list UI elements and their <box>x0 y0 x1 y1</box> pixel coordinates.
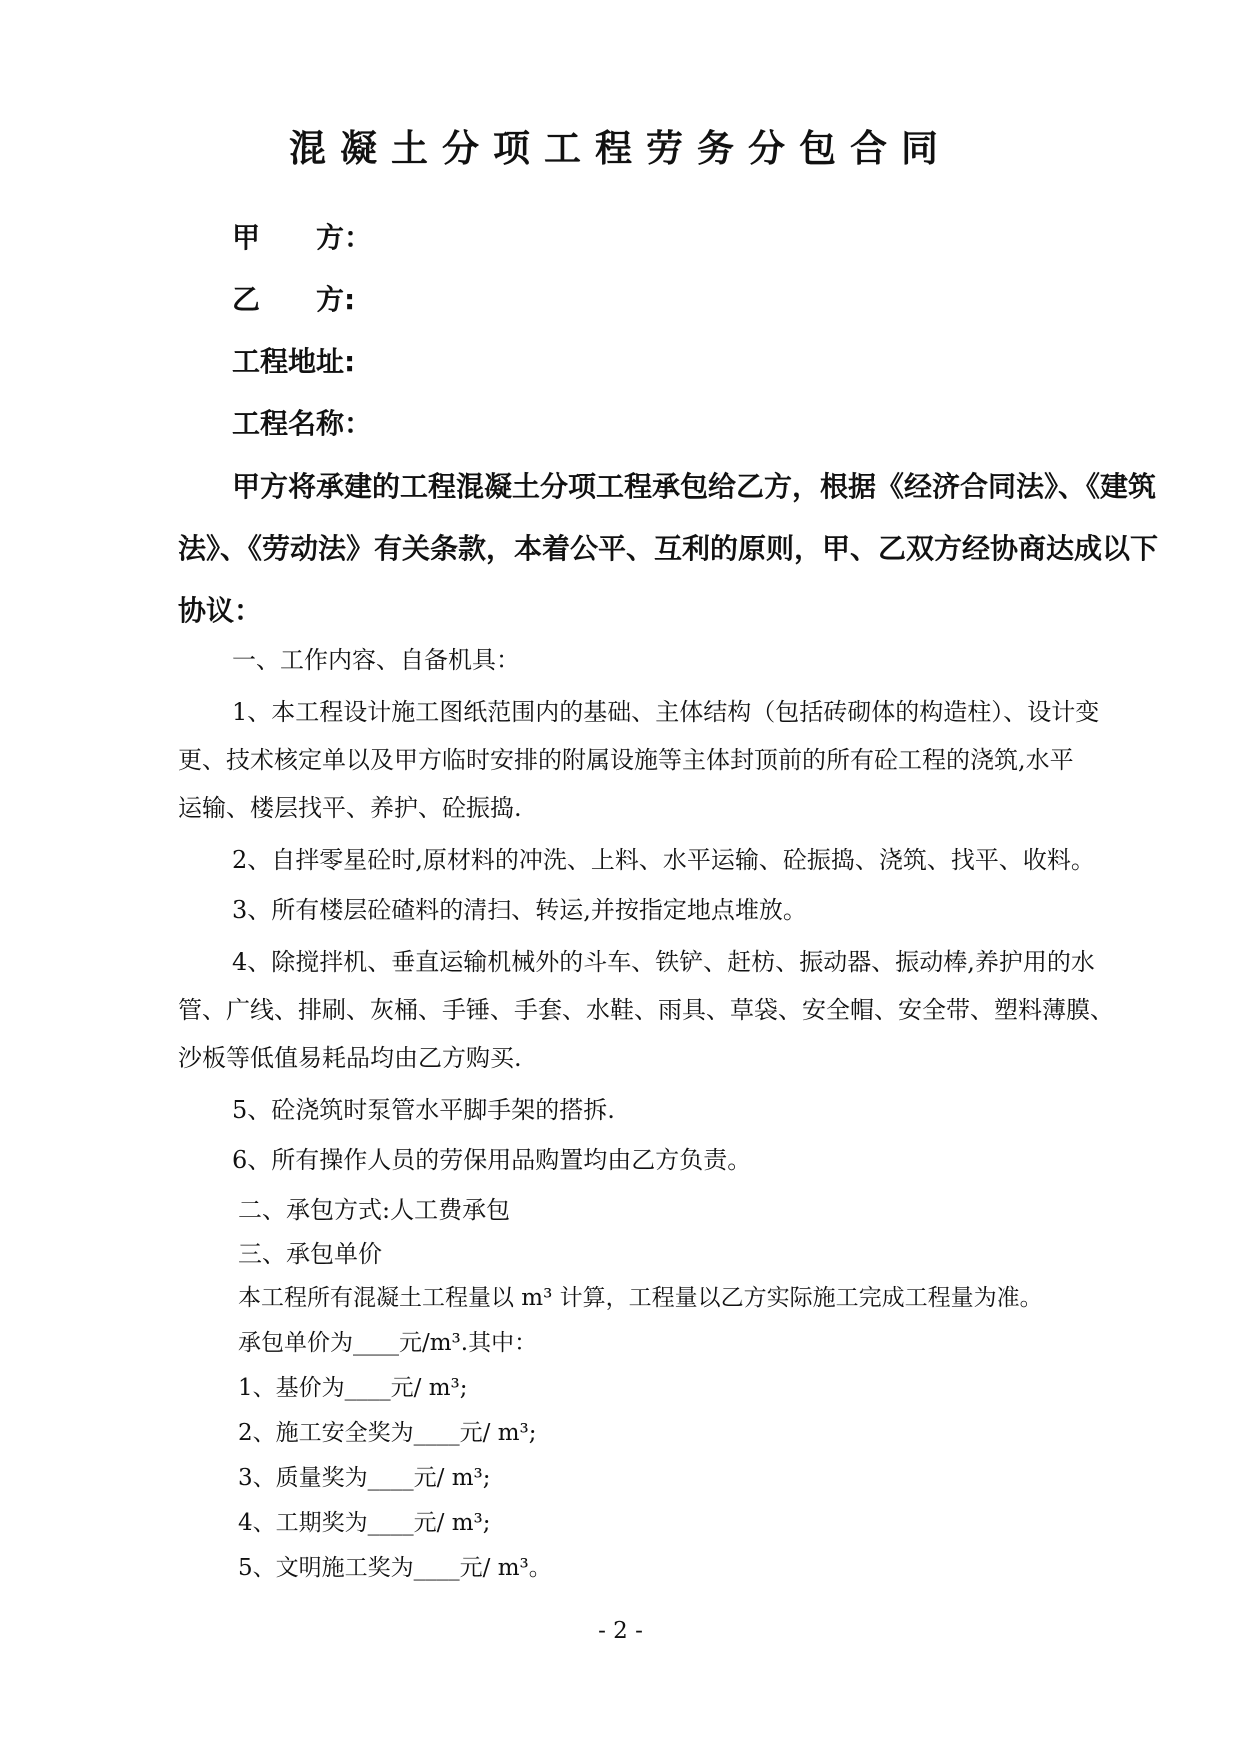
section-1-item-1-line-1: 1、本工程设计施工图纸范围内的基础、主体结构（包括砖砌体的构造柱）、设计变 <box>232 698 1100 726</box>
section-3-item-4: 4、工期奖为____元/ m³; <box>238 1510 491 1536</box>
section-3-line-1: 本工程所有混凝土工程量以 m³ 计算，工程量以乙方实际施工完成工程量为准。 <box>238 1285 1043 1311</box>
page-number: - 2 - <box>598 1618 643 1644</box>
section-3-line-2: 承包单价为____元/m³.其中： <box>238 1330 538 1356</box>
project-name-label: 工程名称： <box>232 407 373 440</box>
section-3-item-5: 5、文明施工奖为____元/ m³。 <box>238 1555 552 1581</box>
section-3-item-1: 1、基价为____元/ m³; <box>238 1375 468 1401</box>
party-b-label: 乙 方: <box>232 283 356 316</box>
section-1-item-4-line-2: 管、广线、排刷、灰桶、手锤、手套、水鞋、雨具、草袋、安全帽、安全带、塑料薄膜、 <box>178 996 1114 1024</box>
section-1-item-4-line-3: 沙板等低值易耗品均由乙方购买. <box>178 1044 522 1072</box>
section-1-item-1-line-3: 运输、楼层找平、养护、砼振捣. <box>178 794 522 822</box>
section-3-heading: 三、承包单价 <box>238 1240 382 1268</box>
intro-line-2: 法》、《劳动法》有关条款，本着公平、互利的原则，甲、乙双方经协商达成以下 <box>178 532 1159 565</box>
party-a-label: 甲 方： <box>232 221 373 254</box>
intro-line-3: 协议： <box>178 594 263 627</box>
section-2-value: 人工费承包 <box>390 1196 511 1224</box>
document-title: 混凝土分项工程劳务分包合同 <box>289 127 952 170</box>
section-3-item-2: 2、施工安全奖为____元/ m³; <box>238 1420 537 1446</box>
section-1-item-5: 5、砼浇筑时泵管水平脚手架的搭拆. <box>232 1096 615 1124</box>
section-1-item-2: 2、自拌零星砼时,原材料的冲洗、上料、水平运输、砼振捣、浇筑、找平、收料。 <box>232 846 1095 874</box>
section-1-item-4-line-1: 4、除搅拌机、垂直运输机械外的斗车、铁铲、赶枋、振动器、振动棒,养护用的水 <box>232 948 1095 976</box>
project-address-label: 工程地址: <box>232 345 356 378</box>
intro-line-1: 甲方将承建的工程混凝土分项工程承包给乙方，根据《经济合同法》、《建筑 <box>232 470 1157 503</box>
section-3-item-3: 3、质量奖为____元/ m³; <box>238 1465 491 1491</box>
section-2-line <box>238 1190 510 1225</box>
section-1-item-6: 6、所有操作人员的劳保用品购置均由乙方负责。 <box>232 1146 752 1174</box>
section-1-item-1-line-2: 更、技术核定单以及甲方临时安排的附属设施等主体封顶前的所有砼工程的浇筑,水平 <box>178 746 1074 774</box>
section-1-heading: 一、工作内容、自备机具： <box>232 646 520 674</box>
section-1-item-3: 3、所有楼层砼碴料的清扫、转运,并按指定地点堆放。 <box>232 896 807 924</box>
section-2-heading: 二、承包方式: <box>238 1196 391 1224</box>
